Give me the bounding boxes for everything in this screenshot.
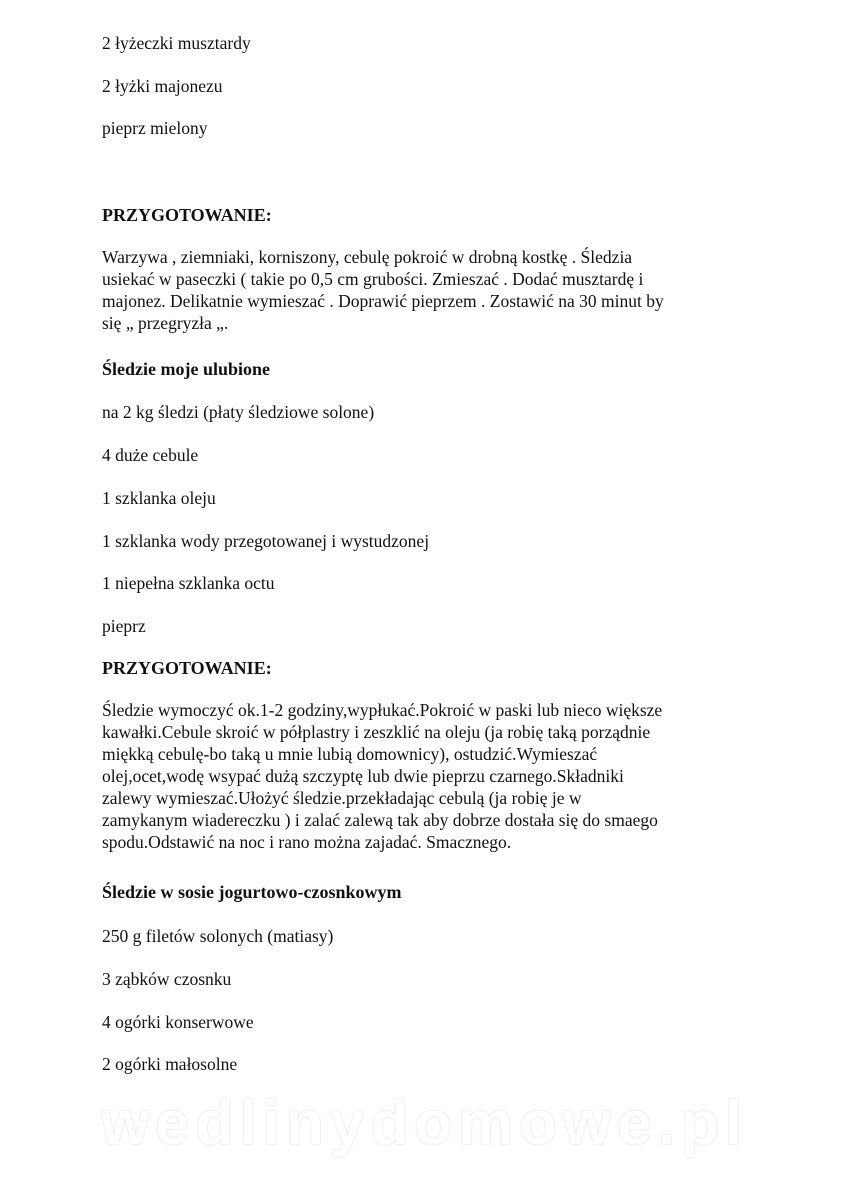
ingredient-line: 2 łyżeczki musztardy xyxy=(102,33,251,53)
ingredient-line: pieprz xyxy=(102,616,146,636)
section-heading: PRZYGOTOWANIE: xyxy=(102,205,272,225)
recipe-title: Śledzie w sosie jogurtowo-czosnkowym xyxy=(102,882,402,902)
ingredient-line: 1 szklanka oleju xyxy=(102,488,216,508)
ingredient-line: 3 ząbków czosnku xyxy=(102,969,232,989)
ingredient-line: 4 ogórki konserwowe xyxy=(102,1012,254,1032)
recipe-title: Śledzie moje ulubione xyxy=(102,359,271,379)
section-heading: PRZYGOTOWANIE: xyxy=(102,658,272,678)
preparation-text: Warzywa , ziemniaki, korniszony, cebulę pokroić w drobną kostkę . Śledzia usiekać w paseczki ( takie po 0,5 cm grubości. Zmieszać . Dodać musztardę i majonez. Delikatnie wymieszać . Doprawić pieprzem . Zostawić na 30 minut by się „ przegryzła „. xyxy=(102,247,664,333)
ingredient-line: 1 niepełna szklanka octu xyxy=(102,573,275,593)
ingredient-line: 250 g filetów solonych (matiasy) xyxy=(102,926,334,946)
ingredient-line: pieprz mielony xyxy=(102,118,208,138)
ingredient-line: 2 ogórki małosolne xyxy=(102,1054,238,1074)
ingredient-line: 4 duże cebule xyxy=(102,445,199,465)
ingredient-line: na 2 kg śledzi (płaty śledziowe solone) xyxy=(102,402,375,422)
watermark: wedlinydomowe.pl xyxy=(100,1089,749,1158)
preparation-text: Śledzie wymoczyć ok.1-2 godziny,wypłukać.Pokroić w paski lub nieco większe kawałki.Cebule skroić w półplastry i zeszklić na oleju (ja robię taką porządnie miękką cebulę-bo taką u mnie lubią domownicy), ostudzić.Wymieszać olej,ocet,wodę wsypać dużą szczyptę lub dwie pieprzu czarnego.Składniki zalewy wymieszać.Ułożyć śledzie.przekładając cebulą (ja robię je w zamykanym wiadereczku ) i zalać zalewą tak aby dobrze dostała się do smaego spodu.Odstawić na noc i rano można zajadać. Smacznego. xyxy=(102,700,663,852)
ingredient-line: 1 szklanka wody przegotowanej i wystudzonej xyxy=(102,531,430,551)
ingredient-line: 2 łyżki majonezu xyxy=(102,76,223,96)
